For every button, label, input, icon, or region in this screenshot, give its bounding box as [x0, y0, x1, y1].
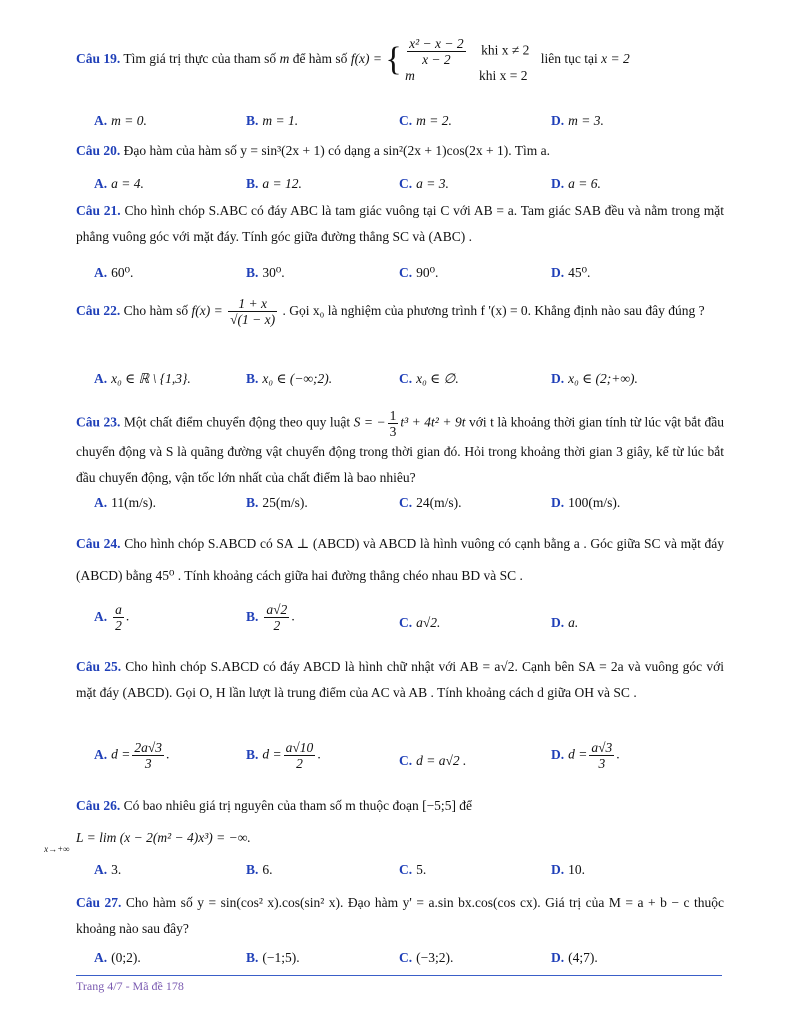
option-b[interactable]: B. $\frac{a√2}{2}$ .	[246, 602, 295, 633]
option-d[interactable]: D. m = 3.	[551, 113, 604, 128]
option-b[interactable]: B. 6.	[246, 862, 273, 877]
piecewise-cases: $\frac{\text{x² − x − 2}}{x - 2}$ khi x ≠ 2 m khi x = 2	[405, 36, 530, 83]
option-c[interactable]: C. 24(m/s).	[399, 495, 462, 510]
question-27: Câu 27. Cho hàm số y = sin(cos² x).cos(sin² x). Đạo hàm y' = a.sin bx.cos(cos cx). Giá trị của M = a + b − c thuộc khoảng nào sau đây?	[76, 895, 724, 936]
q21-options	[76, 260, 724, 286]
option-c[interactable]: C. d = a√2 .	[399, 753, 467, 768]
option-d[interactable]: D. 10.	[551, 862, 585, 877]
question-20: Câu 20. Đạo hàm của hàm số y = sin³(2x + 1) có dạng a sin²(2x + 1)cos(2x + 1). Tìm a.	[76, 143, 550, 158]
q27-options	[76, 945, 724, 971]
option-a[interactable]: A. 60⁰.	[94, 265, 134, 280]
fraction: $\frac{1}{3}$	[389, 408, 397, 439]
option-b[interactable]: B. 30⁰.	[246, 265, 285, 280]
question-24: Câu 24. Cho hình chóp S.ABCD có SA ⊥ (ABCD) và ABCD là hình vuông có cạnh bằng a . Góc giữa SC và mặt đáy (ABCD) bằng 45⁰ . Tính khoảng cách giữa hai đường thẳng chéo nhau BD và SC .	[76, 536, 724, 583]
option-b[interactable]: B. a = 12.	[246, 176, 302, 191]
option-b[interactable]: B. (−1;5).	[246, 950, 300, 965]
option-a[interactable]: A. $\frac{a}{2}$ .	[94, 602, 130, 633]
question-22: Câu 22. Cho hàm số f(x) = $\frac{1 + x}{√(1 - x)}$ . Gọi x₀ là nghiệm của phương trình f '(x) = 0. Khẳng định nào sau đây đúng ?	[76, 296, 705, 328]
fraction: $\frac{\text{x² − x − 2}}{x - 2}$	[409, 36, 464, 67]
option-c[interactable]: C. (−3;2).	[399, 950, 454, 965]
option-c[interactable]: C. a = 3.	[399, 176, 449, 191]
option-c[interactable]: C. 90⁰.	[399, 265, 439, 280]
question-25: Câu 25. Cho hình chóp S.ABCD có đáy ABCD là hình chữ nhật với AB = a√2. Cạnh bên SA = 2a và vuông góc với mặt đáy (ABCD). Gọi O, H lần lượt là trung điểm của AC và AB . Tính khoảng cách d giữa OH và SC .	[76, 659, 724, 700]
option-b[interactable]: B. m = 1.	[246, 113, 299, 128]
option-c[interactable]: C. m = 2.	[399, 113, 452, 128]
question-23: Câu 23. Một chất điểm chuyển động theo quy luật S = − $\frac{1}{3}$ t³ + 4t² + 9t với t là khoảng thời gian tính từ lúc vật bắt đầu chuyển động và S là quãng đường vật chuyển động trong thời gian đó. Hỏi trong khoảng thời gian 3 giây, kể từ lúc bắt đầu chuyển động, vận tốc lớn nhất của chất điểm là bao nhiêu?	[76, 408, 725, 485]
q19-options	[76, 108, 724, 134]
option-b[interactable]: B. d = $\frac{a√10}{2}$ .	[246, 740, 321, 771]
option-a[interactable]: A. 11(m/s).	[94, 495, 156, 510]
option-a[interactable]: A. d = $\frac{2a√3}{3}$ .	[94, 740, 170, 771]
q23-options	[76, 490, 724, 516]
option-c[interactable]: C. a√2.	[399, 615, 441, 630]
option-a[interactable]: A. 3.	[94, 862, 122, 877]
q24-options	[76, 602, 724, 642]
option-a[interactable]: A. x₀ ∈ ℝ \ {1,3}.	[94, 371, 191, 386]
option-d[interactable]: D. x₀ ∈ (2;+∞).	[551, 371, 638, 386]
option-a[interactable]: A. m = 0.	[94, 113, 147, 128]
question-19: Câu 19. Tìm giá trị thực của tham số m để hàm số f(x) = { $\frac{\text{x² − x − 2}}{x - 2}$ khi x ≠ 2 m khi x = 2 liên tục tại x = 2	[76, 36, 630, 83]
question-21: Câu 21. Cho hình chóp S.ABC có đáy ABC là tam giác vuông tại C với AB = a. Tam giác SAB đều và nằm trong mặt phẳng vuông góc với mặt đáy. Tính góc giữa đường thẳng SC và (ABC) .	[76, 203, 725, 244]
option-a[interactable]: A. (0;2).	[94, 950, 141, 965]
option-b[interactable]: B. x₀ ∈ (−∞;2).	[246, 371, 333, 386]
question-26: Câu 26. Có bao nhiêu giá trị nguyên của tham số m thuộc đoạn [−5;5] để L = lim (x − 2(m² − 4)x³) = −∞. $_{x\to+\infty}$	[44, 798, 473, 854]
option-d[interactable]: D. 45⁰.	[551, 265, 591, 280]
option-d[interactable]: D. (4;7).	[551, 950, 598, 965]
question-label: Câu 19.	[76, 51, 121, 67]
footer-divider	[76, 975, 722, 976]
option-c[interactable]: C. 5.	[399, 862, 427, 877]
q25-options	[76, 740, 724, 780]
option-c[interactable]: C. x₀ ∈ ∅.	[399, 371, 459, 386]
option-d[interactable]: D. a = 6.	[551, 176, 601, 191]
option-d[interactable]: D. d = $\frac{a√3}{3}$ .	[551, 740, 620, 771]
q26-options	[76, 857, 724, 883]
option-d[interactable]: D. 100(m/s).	[551, 495, 621, 510]
fraction: $\frac{1 + x}{√(1 - x)}$	[230, 296, 276, 328]
q20-options	[76, 171, 724, 197]
q22-options	[76, 366, 724, 392]
page-footer: Trang 4/7 - Mã đề 178	[76, 979, 184, 993]
option-b[interactable]: B. 25(m/s).	[246, 495, 308, 510]
piecewise-brace: {	[385, 41, 402, 78]
option-d[interactable]: D. a.	[551, 615, 579, 630]
option-a[interactable]: A. a = 4.	[94, 176, 144, 191]
